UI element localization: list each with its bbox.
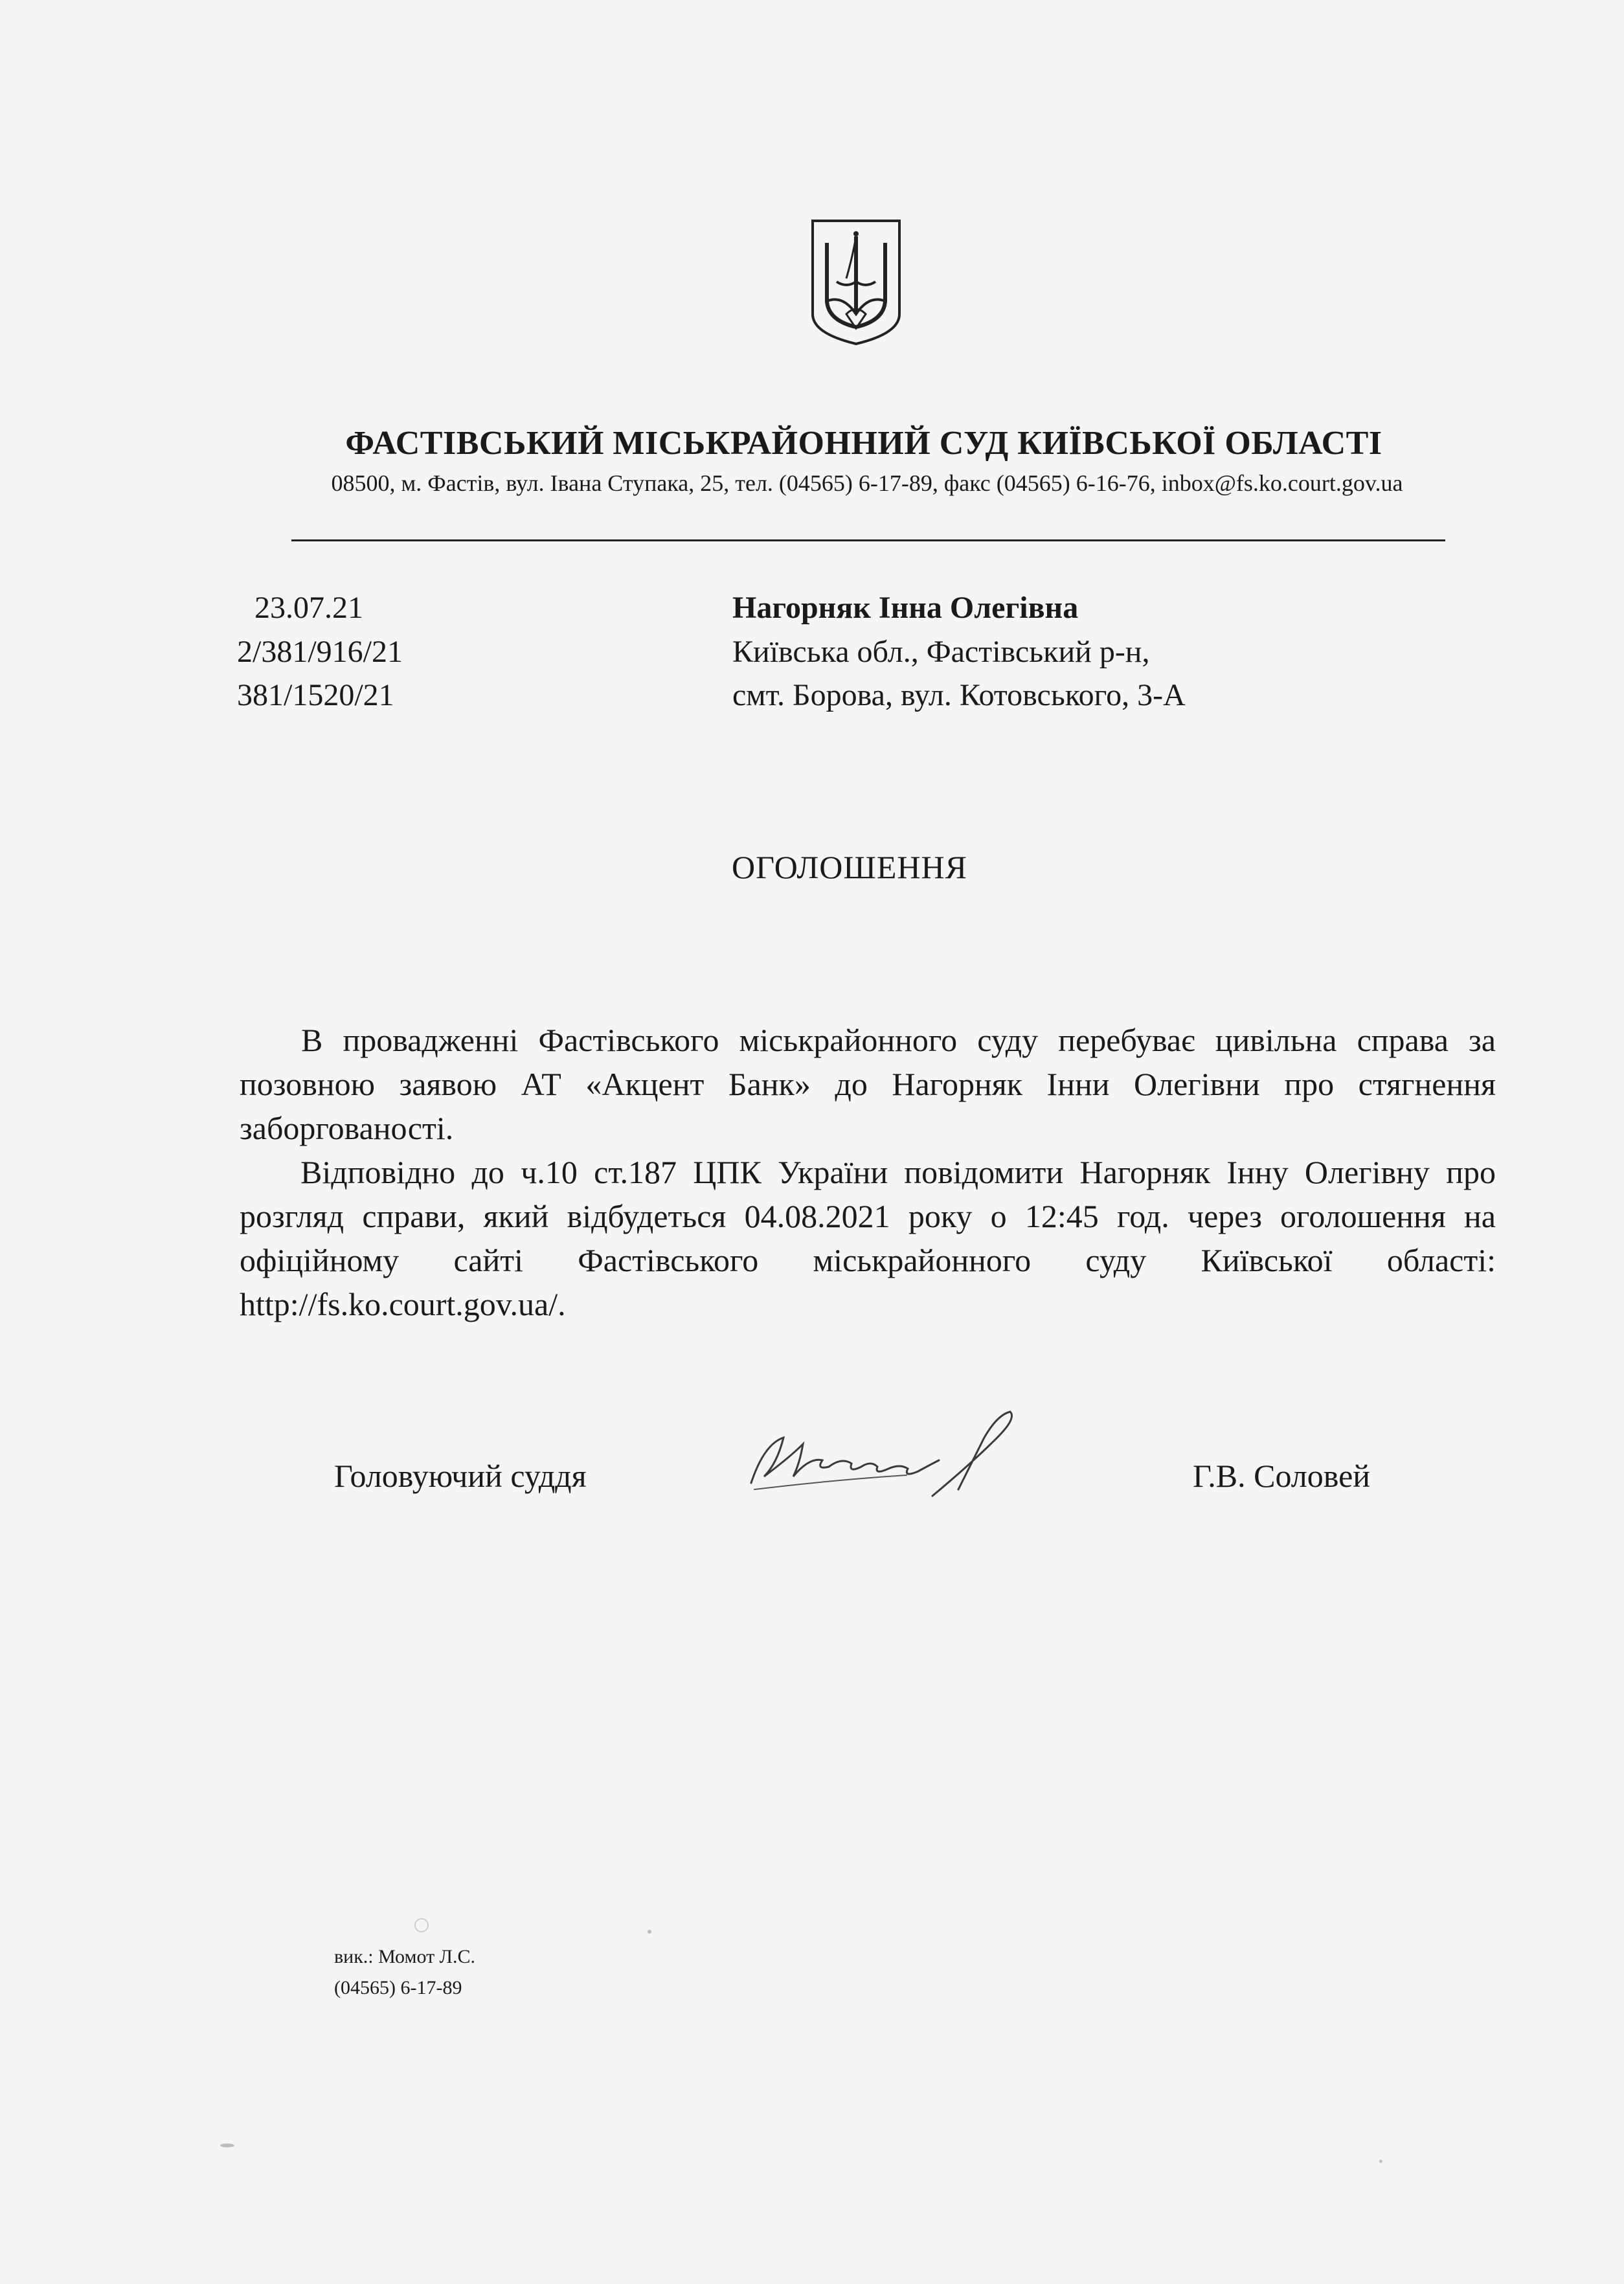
notice-body xyxy=(240,1018,1496,1326)
document-date: 23.07.21 xyxy=(254,591,363,625)
scan-speck xyxy=(220,2143,234,2147)
executor-block xyxy=(334,1941,475,2004)
judge-name: Г.В. Соловей xyxy=(1193,1458,1371,1494)
trident-emblem-icon xyxy=(807,217,905,346)
notice-paragraph-1: В провадженні Фастівського міськрайонного суду перебуває цивільна справа за позовною заявою АТ «Акцент Банк» до Нагорняк Інни Олегівни про стягнення заборгованості. xyxy=(240,1022,1496,1146)
header-divider xyxy=(291,539,1445,541)
executor-name: вик.: Момот Л.С. xyxy=(334,1946,476,1967)
addressee-address-line2: смт. Борова, вул. Котовського, 3-А xyxy=(732,678,1186,712)
scan-speck xyxy=(648,1930,651,1934)
addressee-address-line1: Київська обл., Фастівський р-н, xyxy=(732,635,1150,669)
judge-title: Головуючий суддя xyxy=(334,1458,587,1494)
court-name: ФАСТІВСЬКИЙ МІСЬКРАЙОННИЙ СУД КИЇВСЬКОЇ ОБЛАСТІ xyxy=(345,425,1382,462)
scan-speck xyxy=(1379,2160,1382,2163)
notice-title: ОГОЛОШЕННЯ xyxy=(732,849,967,885)
scan-speck xyxy=(414,1918,429,1932)
court-address: 08500, м. Фастів, вул. Івана Ступака, 25, тел. (04565) 6-17-89, факс (04565) 6-16-76, inbox@fs.ko.court.gov.ua xyxy=(331,470,1403,496)
notice-paragraph-2: Відповідно до ч.10 ст.187 ЦПК України повідомити Нагорняк Інну Олегівну про розгляд справи, який відбудеться 04.08.2021 року о 12:45 год. через оголошення на офіційному сайті Фастівського міськрайонного суду Київської області: http://fs.ko.court.gov.ua/. xyxy=(240,1154,1496,1322)
executor-phone: (04565) 6-17-89 xyxy=(334,1977,462,1998)
outgoing-number: 381/1520/21 xyxy=(237,678,394,712)
handwritten-signature xyxy=(738,1399,1062,1509)
case-number: 2/381/916/21 xyxy=(237,635,403,669)
addressee-name: Нагорняк Інна Олегівна xyxy=(732,591,1079,625)
